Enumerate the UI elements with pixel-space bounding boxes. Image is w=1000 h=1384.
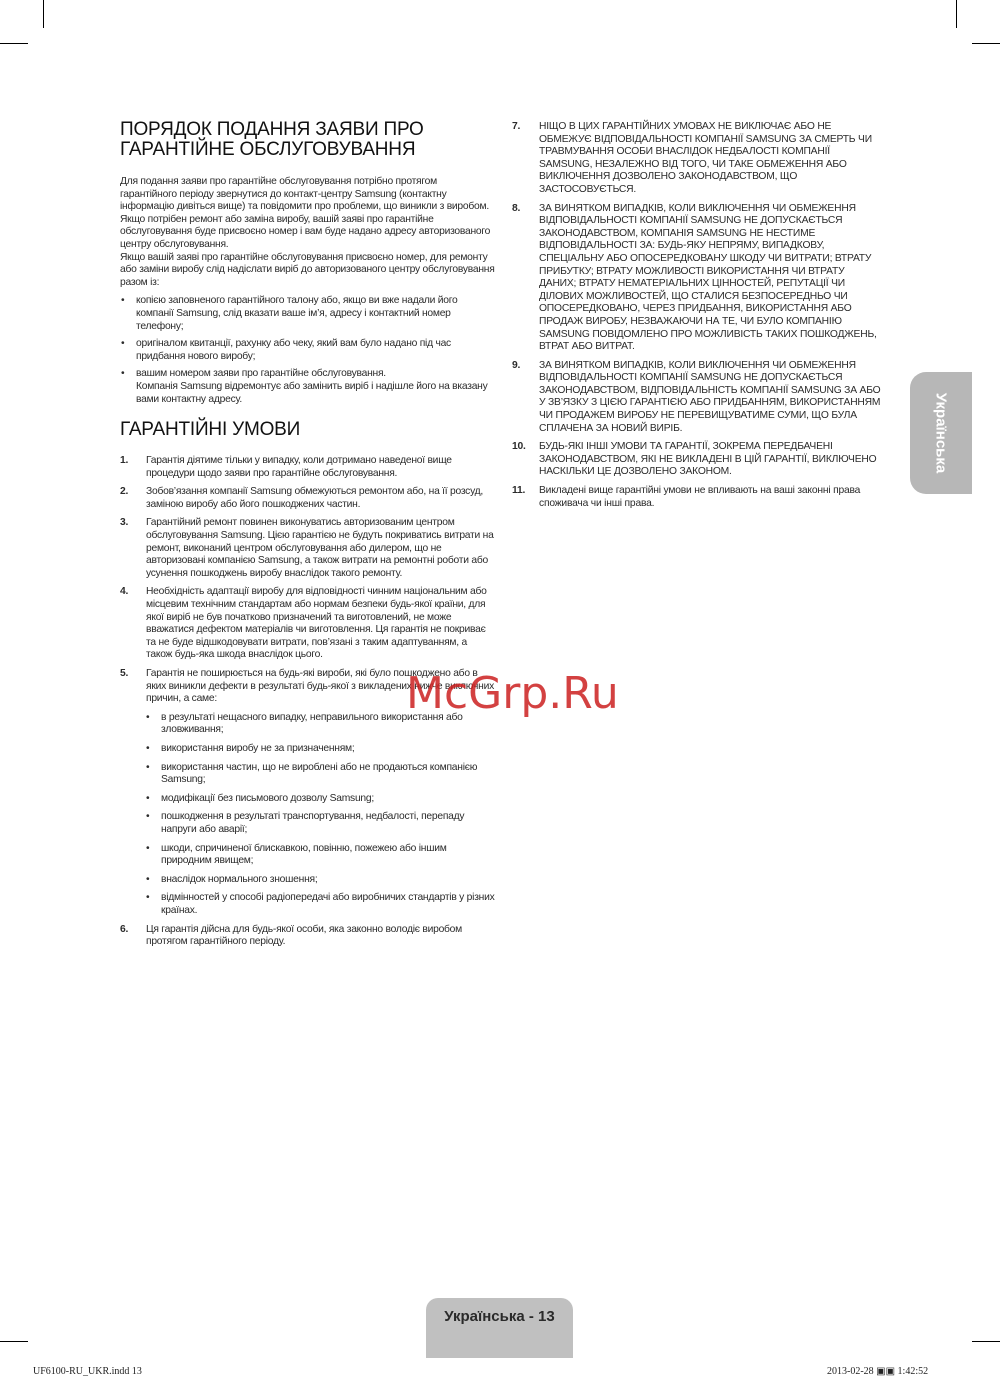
term-item	[120, 455, 495, 480]
page-number-label: Українська - 13	[444, 1308, 555, 1325]
term-item	[512, 441, 882, 479]
watermark: McGrp.Ru	[406, 668, 619, 719]
term-text: Зобов’язання компанії Samsung обмежуються ремонтом або, на її розсуд, заміною виробу або його пошкоджених частин.	[146, 486, 484, 510]
list-item: • пошкодження в результаті транспортування, недбалості, перепаду напруги або аварії;	[146, 811, 495, 836]
term-number: 9.	[512, 359, 521, 371]
crop-mark	[972, 43, 1000, 44]
term-number: 10.	[512, 441, 526, 453]
term-text: Ця гарантія дійсна для будь-якої особи, яка законно володіє виробом протягом гарантійного періоду.	[146, 923, 462, 948]
term-item	[120, 924, 495, 949]
section-title-line: ГАРАНТІЙНЕ ОБСЛУГОВУВАННЯ	[120, 139, 416, 160]
term-item	[120, 517, 495, 580]
left-column	[120, 120, 495, 955]
term-number: 7.	[512, 121, 521, 132]
list-item	[120, 368, 495, 406]
paragraph-claim-number: Якщо вашій заяві про гарантійне обслуговування присвоєно номер, для ремонту або заміни виробу слід надіслати виріб до авторизованого центру обслуговування разом із:	[120, 251, 495, 288]
term-item	[120, 486, 495, 511]
term-text: Гарантія діятиме тільки у випадку, коли дотримано наведеної вище процедури щодо заяви про гарантійне обслуговування.	[146, 455, 452, 479]
term-item	[120, 586, 495, 662]
term-number: 3.	[120, 517, 129, 529]
list-item: • копією заповненого гарантійного талону або, якщо ви вже надали його компанії Samsung, слід вказати ваше ім’я, адресу і контактний номер телефону;	[120, 295, 495, 333]
section-title-claim	[120, 120, 495, 160]
list-item: • шкоди, спричиненої блискавкою, повінню, пожежею або іншим природним явищем;	[146, 843, 495, 868]
language-side-tab	[910, 372, 972, 494]
list-item: • модифікації без письмового дозволу Samsung;	[146, 793, 495, 806]
section-title-line: ПОРЯДОК ПОДАННЯ ЗАЯВИ ПРО	[120, 119, 424, 140]
warranty-terms-list-continued	[512, 121, 882, 510]
term-text: ЗА ВИНЯТКОМ ВИПАДКІВ, КОЛИ ВИКЛЮЧЕННЯ ЧИ ОБМЕЖЕННЯ ВІДПОВІДАЛЬНОСТІ КОМПАНІЇ SAMSUNG НЕ ДОПУСКАЄТЬСЯ ЗАКОНОДАВСТВОМ, ВІДПОВІДАЛЬНІСТЬ КОМПАНІЇ SAMSUNG ЗА АБО У ЗВ’ЯЗКУ З ЦІЄЮ ГАРАНТІЄЮ АБО ПРИДБАННЯМ, ВИКОРИСТАННЯМ ЧИ ПРОДАЖЕМ ВИРОБУ НЕ ПЕРЕВИЩУВАТИМЕ СУМИ, ЩО БУЛА СПЛАЧЕНА ЗА НОВИЙ ВИРІБ.	[539, 359, 881, 434]
term-item	[512, 360, 882, 436]
list-item: • використання виробу не за призначенням;	[146, 743, 495, 756]
print-imprint-file: UF6100-RU_UKR.indd 13	[33, 1366, 142, 1377]
list-item: • внаслідок нормального зношення;	[146, 874, 495, 887]
term-number: 5.	[120, 668, 129, 679]
term-text: ЗА ВИНЯТКОМ ВИПАДКІВ, КОЛИ ВИКЛЮЧЕННЯ ЧИ ОБМЕЖЕННЯ ВІДПОВІДАЛЬНОСТІ КОМПАНІЇ SAMSUNG НЕ ДОПУСКАЄТЬСЯ ЗАКОНОДАВСТВОМ, КОМПАНІЯ SAMSUNG НЕ НЕСТИМЕ ВІДПОВІДАЛЬНОСТІ ЗА: БУДЬ-ЯКУ НЕПРЯМУ, ВИПАДКОВУ, СПЕЦІАЛЬНУ АБО ОПОСЕРЕДКОВАНУ ШКОДУ ЧИ ВИТРАТИ; ВТРАТУ ПРИБУТКУ; ВТРАТУ МОЖЛИВОСТІ ВИКОРИСТАННЯ ЧИ ВТРАТУ ДАНИХ; ВТРАТУ НЕМАТЕРІАЛЬНИХ ЦІННОСТЕЙ, РЕПУТАЦІЇ ЧИ ДІЛОВИХ МОЖЛИВОСТЕЙ, ЩО СТАЛИСЯ БЕЗПОСЕРЕДНЬО ЧИ ОПОСЕРЕДКОВАНО, ЧЕРЕЗ ПРИДБАННЯ, ВИКОРИСТАННЯ АБО ПРОДАЖ ВИРОБУ, НЕЗВАЖАЮЧИ НА ТЕ, ЧИ БУЛО КОМПАНІЮ SAMSUNG ПОВІДОМЛЕНО ПРО МОЖЛИВІСТЬ ТАКИХ ПОШКОДЖЕНЬ, ВТРАТ АБО ВИТРАТ.	[539, 202, 877, 353]
language-side-tab-label: Українська	[932, 392, 950, 474]
crop-mark	[43, 0, 44, 28]
claim-requirements-list	[120, 295, 495, 406]
term-item	[512, 485, 882, 510]
page-number-tab	[426, 1298, 573, 1358]
term-number: 2.	[120, 486, 129, 498]
section-title-terms: ГАРАНТІЙНІ УМОВИ	[120, 419, 301, 441]
list-item: • в результаті нещасного випадку, неправильного використання або зловживання;	[146, 712, 495, 737]
term-number: 8.	[512, 202, 521, 214]
crop-mark	[0, 1341, 28, 1342]
list-item-text: • вашим номером заяви про гарантійне обслуговування.	[136, 368, 386, 380]
term-text: Викладені вище гарантійні умови не впливають на ваші законні права споживача чи інші права.	[539, 485, 861, 509]
crop-mark	[0, 43, 28, 44]
term-text: Гарантійний ремонт повинен виконуватись авторизованим центром обслуговування Samsung. Цією гарантією не будуть покриватись витрати на ремонт, виконаний центром обслуговування або дилером, що не авторизовані компанією Samsung, а також витрати на ремонтні роботи або усунення пошкоджень виробу внаслідок такого ремонту.	[146, 517, 494, 579]
term-number: 11.	[512, 485, 526, 497]
print-imprint-date: 2013-02-28 ▣▣ 1:42:52	[827, 1366, 929, 1377]
term-text: Гарантія не поширюється на будь-які вироби, які було пошкоджено або в яких виникли дефекти в результаті будь-якої з викладених нижче виключних причин, а саме:	[146, 668, 494, 705]
term-text: Необхідність адаптації виробу для відповідності чинним національним або місцевим технічним стандартам або нормам безпеки будь-якої країни, для якої виріб не був початково призначений та виготовлений, не може вважатися дефектом матеріалів чи виготовлення. Ця гарантія не покриває та не буде відшкодовувати витрати, пов’язані з таким адаптуванням, а також будь-яка шкода внаслідок цього.	[146, 586, 487, 661]
term-number: 6.	[120, 923, 129, 935]
crop-mark	[956, 0, 957, 28]
crop-mark	[972, 1341, 1000, 1342]
term-text: НІЩО В ЦИХ ГАРАНТІЙНИХ УМОВАХ НЕ ВИКЛЮЧАЄ АБО НЕ ОБМЕЖУЄ ВІДПОВІДАЛЬНОСТІ КОМПАНІЇ SAMSUNG ЗА СМЕРТЬ ЧИ ТРАВМУВАННЯ ОСОБИ ВНАСЛІДОК НЕДБАЛОСТІ КОМПАНІЇ SAMSUNG, НЕЗАЛЕЖНО ВІД ТОГО, ЧИ ТАКЕ ОБМЕЖЕННЯ АБО ВИКЛЮЧЕННЯ ДОЗВОЛЕНО ЗАКОНОДАВСТВОМ, ЩО ЗАСТОСОВУЄТЬСЯ.	[539, 121, 872, 195]
term-number: 4.	[120, 586, 129, 598]
term-number: 1.	[120, 455, 129, 467]
exclusions-list	[146, 712, 495, 918]
term-text: БУДЬ-ЯКІ ІНШІ УМОВИ ТА ГАРАНТІЇ, ЗОКРЕМА ПЕРЕДБАЧЕНІ ЗАКОНОДАВСТВОМ, ЯКІ НЕ ВИКЛАДЕНІ В ЦІЙ ГАРАНТІЇ, ВИКЛЮЧЕНО НАСКІЛЬКИ ЦЕ ДОЗВОЛЕНО ЗАКОНОМ.	[539, 441, 877, 478]
term-item	[512, 121, 882, 197]
term-item	[512, 203, 882, 354]
list-item: • відмінностей у способі радіопередачі або виробничих стандартів у різних країнах.	[146, 892, 495, 917]
right-column	[512, 121, 882, 516]
list-item: • використання частин, що не вироблені або не продаються компанією Samsung;	[146, 762, 495, 787]
list-item: • оригіналом квитанції, рахунку або чеку, який вам було надано під час придбання нового виробу;	[120, 338, 495, 363]
list-item-extra: Компанія Samsung відремонтує або замінить виріб і надішле його на вказану вами контактну адресу.	[136, 380, 488, 405]
paragraph-claim-intro: Для подання заяви про гарантійне обслуговування потрібно протягом гарантійного періоду звернутися до контакт-центру Samsung (контактну інформацію дивіться вище) та повідомити про проблеми, що виникли з виробом. Якщо потрібен ремонт або заміна виробу, вашій заяві про гарантійне обслуговування буде присвоєно номер і вам буде надано адресу авторизованого центру обслуговування.	[120, 176, 491, 250]
